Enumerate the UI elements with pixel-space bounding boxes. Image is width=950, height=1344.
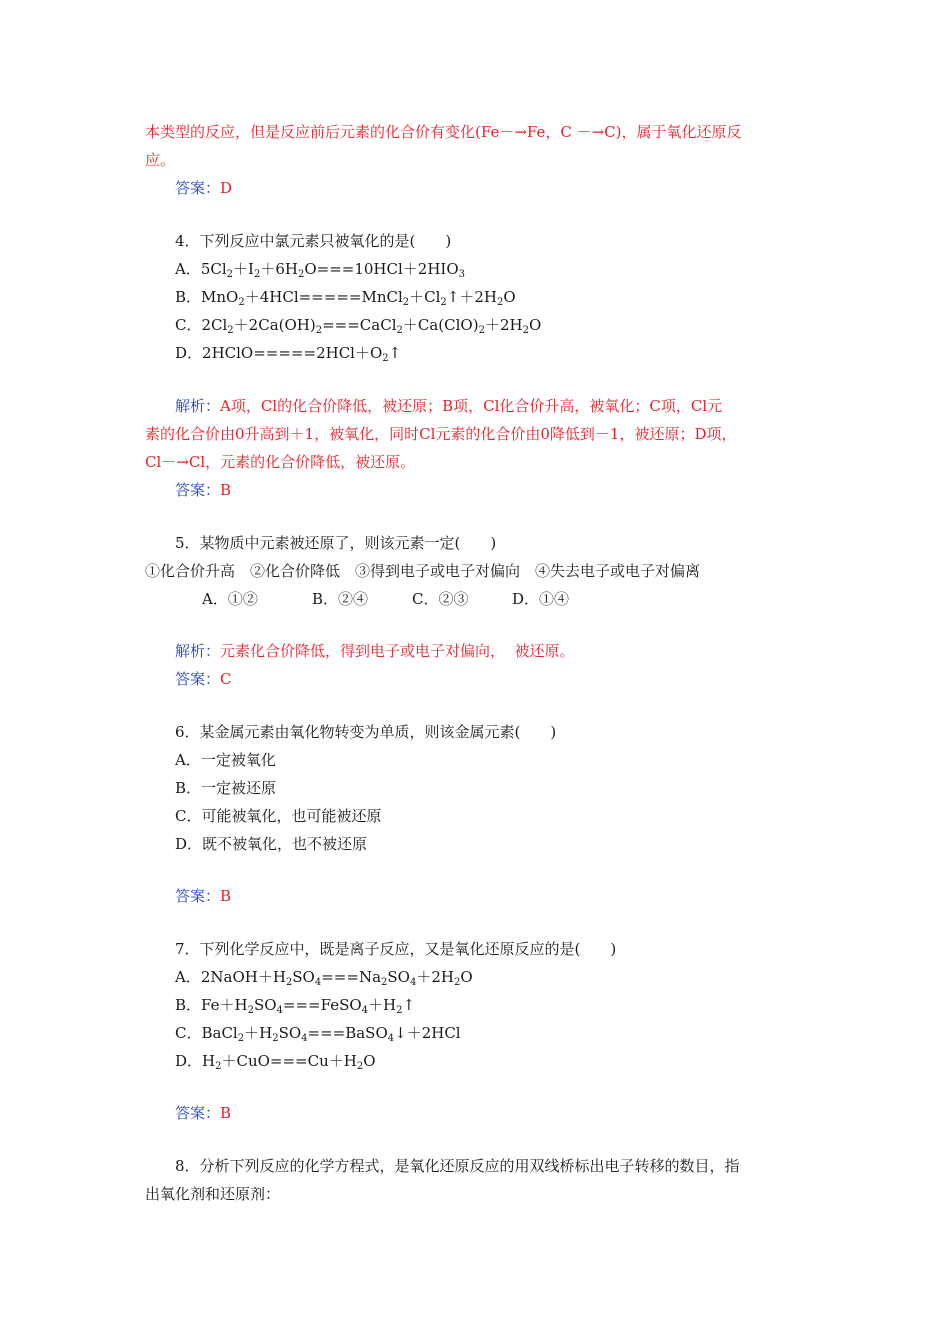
option-a: A．①② xyxy=(202,590,258,608)
option-b: B．$MnO_2+4HCl=====MnCl_2+Cl_2↑+2H_2O$ xyxy=(175,288,516,308)
question-stem: 5．某物质中元素被还原了，则该元素一定( ) xyxy=(175,534,497,552)
answer-value: B xyxy=(220,1104,232,1122)
analysis-line: 解析：A项，Cl的化合价降低，被还原；B项，Cl化合价升高，被氧化；C项，Cl元 xyxy=(175,397,723,415)
explanation-line: 本类型的反应，但是反应前后元素的化合价有变化(Fe－→Fe，C －→C)，属于氧化还原反 xyxy=(145,123,742,141)
answer-label: 答案： xyxy=(175,887,221,905)
answer-label: 答案： xyxy=(175,670,221,688)
answer-label: 答案： xyxy=(175,179,221,197)
option-c: C．②③ xyxy=(412,590,469,608)
answer-line xyxy=(175,669,232,689)
option-d: D．$2HClO=====2HCl+O_2↑$ xyxy=(175,344,402,364)
question-stem: 4．下列反应中氯元素只被氧化的是( ) xyxy=(175,232,452,250)
option-a: A．$2NaOH+H_2SO_4===Na_2SO_4+2H_2O$ xyxy=(175,968,473,988)
answer-label: 答案： xyxy=(175,481,221,499)
option-c: C．可能被氧化，也可能被还原 xyxy=(175,807,382,825)
option-c: C．$BaCl_2+H_2SO_4===BaSO_4↓+2HCl$ xyxy=(175,1024,461,1044)
choice-list: ①化合价升高 ②化合价降低 ③得到电子或电子对偏向 ④失去电子或电子对偏离 xyxy=(145,562,701,580)
answer-value: B xyxy=(220,887,232,905)
option-a: A．一定被氧化 xyxy=(175,751,276,769)
option-d: D．①④ xyxy=(512,590,570,608)
answer-value: C xyxy=(220,670,232,688)
option-c: C．$2Cl_2+2Ca(OH)_2===CaCl_2+Ca(ClO)_2+2H_2O$ xyxy=(175,316,542,336)
option-b: B．一定被还原 xyxy=(175,779,277,797)
question-stem: 8．分析下列反应的化学方程式，是氧化还原反应的用双线桥标出电子转移的数目，指 xyxy=(175,1157,740,1175)
answer-line xyxy=(175,1103,231,1123)
option-a: A．$5Cl_2+I_2+6H_2O===10HCl+2HIO_3$ xyxy=(175,260,466,280)
analysis-line: 素的化合价由0升高到＋1，被氧化，同时Cl元素的化合价由0降低到－1，被还原；D项， xyxy=(145,425,737,443)
analysis-label: 解析： xyxy=(175,642,221,660)
option-b: B．$Fe+H_2SO_4===FeSO_4+H_2↑$ xyxy=(175,996,416,1016)
answer-value: D xyxy=(220,179,233,197)
option-b: B．②④ xyxy=(312,590,369,608)
question-stem-cont: 出氧化剂和还原剂： xyxy=(145,1185,281,1203)
analysis-label: 解析： xyxy=(175,397,221,415)
answer-line xyxy=(175,886,231,906)
answer-line xyxy=(175,480,231,500)
analysis-line: 解析：元素化合价降低，得到电子或电子对偏向， 被还原。 xyxy=(175,642,575,660)
option-row xyxy=(202,589,569,609)
answer-label: 答案： xyxy=(175,1104,221,1122)
question-stem: 7．下列化学反应中，既是离子反应，又是氧化还原反应的是( ) xyxy=(175,940,617,958)
option-d: D．$H_2+CuO===Cu+H_2O$ xyxy=(175,1052,376,1072)
answer-value: B xyxy=(220,481,232,499)
question-stem: 6．某金属元素由氧化物转变为单质，则该金属元素( ) xyxy=(175,723,557,741)
analysis-line: Cl－→Cl，元素的化合价降低，被还原。 xyxy=(145,453,416,471)
answer-line xyxy=(175,178,232,198)
option-d: D．既不被氧化，也不被还原 xyxy=(175,835,368,853)
explanation-line: 应。 xyxy=(145,151,176,169)
